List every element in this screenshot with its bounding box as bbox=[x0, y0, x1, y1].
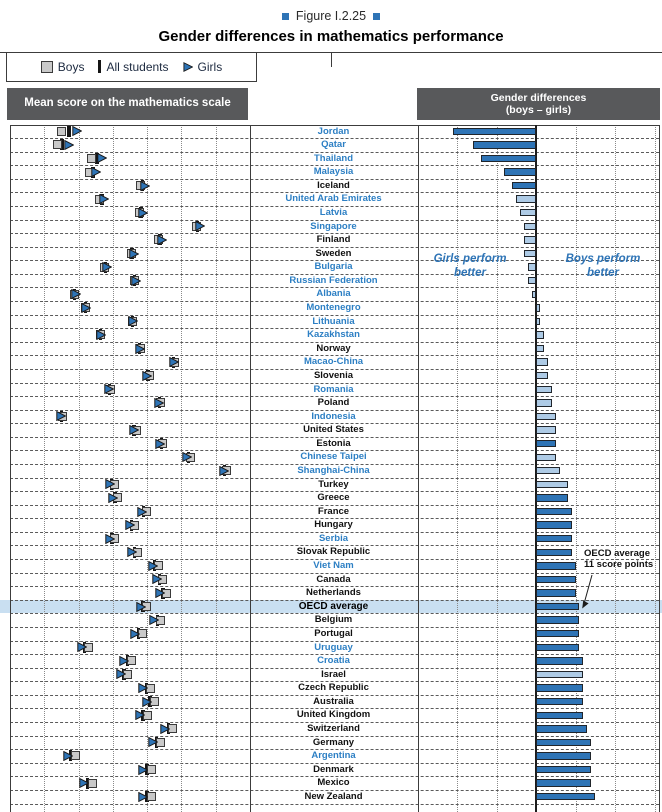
diff-bar bbox=[536, 576, 576, 583]
diff-bar bbox=[536, 562, 576, 569]
girls-marker bbox=[72, 126, 82, 136]
diff-bar bbox=[536, 684, 583, 691]
girls-marker bbox=[195, 221, 205, 231]
diff-bar bbox=[536, 589, 576, 596]
right-panel-header-line2: (boys – girls) bbox=[505, 104, 572, 116]
diff-bar bbox=[536, 413, 556, 420]
diff-bar bbox=[481, 155, 536, 162]
girls-marker bbox=[157, 235, 167, 245]
girls-marker bbox=[155, 439, 165, 449]
girls-marker bbox=[138, 208, 148, 218]
diff-bar bbox=[516, 195, 536, 202]
diff-bar bbox=[536, 793, 595, 800]
girls-marker bbox=[128, 316, 138, 326]
diff-bar bbox=[524, 236, 536, 243]
legend-boys-label: Boys bbox=[57, 59, 85, 74]
girls-marker bbox=[130, 629, 140, 639]
country-row-label: Sweden bbox=[315, 247, 352, 259]
girls-marker bbox=[127, 547, 137, 557]
diff-bar bbox=[536, 372, 548, 379]
girls-marker bbox=[99, 194, 109, 204]
girls-marker bbox=[102, 262, 112, 272]
diff-bar bbox=[504, 168, 536, 175]
diff-bar bbox=[536, 698, 583, 705]
legend-all-students-label: All students bbox=[106, 59, 169, 74]
diff-bar bbox=[524, 223, 536, 230]
oecd-note-line1: OECD average bbox=[584, 548, 651, 559]
girls-marker bbox=[149, 615, 159, 625]
diff-bar bbox=[536, 630, 579, 637]
diff-bar bbox=[536, 304, 540, 311]
country-row-label: Indonesia bbox=[311, 410, 356, 422]
diff-bar bbox=[536, 725, 587, 732]
girls-marker bbox=[148, 737, 158, 747]
diff-bar bbox=[536, 549, 572, 556]
boys-marker bbox=[53, 140, 62, 149]
girls-marker bbox=[154, 398, 164, 408]
girls-marker bbox=[108, 493, 118, 503]
girls-marker bbox=[160, 724, 170, 734]
panel-border bbox=[659, 125, 660, 812]
diff-bar bbox=[536, 657, 583, 664]
country-row-label: France bbox=[317, 505, 350, 517]
country-row-label: Turkey bbox=[318, 478, 349, 490]
diff-bar bbox=[536, 399, 552, 406]
girls-marker bbox=[129, 425, 139, 435]
country-row-label: Thailand bbox=[313, 152, 354, 164]
country-row-label: Russian Federation bbox=[289, 274, 378, 286]
country-row-label: Slovak Republic bbox=[296, 546, 371, 558]
country-row-label: Macao-China bbox=[303, 356, 364, 368]
country-row-label: United Arab Emirates bbox=[285, 193, 382, 205]
diff-bar bbox=[536, 752, 591, 759]
girls-marker bbox=[96, 330, 106, 340]
diff-bar bbox=[536, 779, 591, 786]
diff-bar bbox=[536, 386, 552, 393]
girls-marker bbox=[169, 357, 179, 367]
diff-bar bbox=[536, 481, 568, 488]
girls-marker bbox=[79, 778, 89, 788]
diff-bar bbox=[536, 318, 540, 325]
country-row-label: Viet Nam bbox=[313, 560, 354, 572]
country-row-label: Israel bbox=[321, 668, 346, 680]
country-row-label: Switzerland bbox=[307, 723, 360, 735]
girls-marker bbox=[71, 289, 81, 299]
girls-marker bbox=[81, 303, 91, 313]
country-row-label: Latvia bbox=[319, 206, 348, 218]
girls-marker bbox=[119, 656, 129, 666]
girls-marker bbox=[182, 452, 192, 462]
girls-marker bbox=[137, 507, 147, 517]
girls-marker bbox=[142, 697, 152, 707]
country-row-label: OECD average bbox=[298, 600, 369, 612]
country-row-label: Poland bbox=[317, 397, 350, 409]
diff-bar bbox=[536, 345, 544, 352]
diff-bar bbox=[536, 467, 560, 474]
country-row-label: United Kingdom bbox=[296, 709, 371, 721]
girls-marker bbox=[155, 588, 165, 598]
country-row-label: Canada bbox=[316, 573, 351, 585]
diff-bar bbox=[536, 616, 579, 623]
girls-marker bbox=[63, 751, 73, 761]
boys-marker bbox=[147, 765, 156, 774]
country-row-label: Chinese Taipei bbox=[300, 451, 367, 463]
girls-marker bbox=[140, 181, 150, 191]
girls-marker bbox=[64, 140, 74, 150]
diff-bar bbox=[536, 454, 556, 461]
girls-marker bbox=[136, 602, 146, 612]
diff-bar bbox=[536, 766, 591, 773]
row-separator bbox=[10, 804, 659, 805]
girls-marker bbox=[91, 167, 101, 177]
country-row-label: Germany bbox=[312, 736, 355, 748]
country-row-label: Greece bbox=[317, 492, 350, 504]
girls-marker bbox=[135, 344, 145, 354]
diff-bar bbox=[536, 508, 572, 515]
girls-marker bbox=[125, 520, 135, 530]
girls-marker bbox=[138, 683, 148, 693]
girls-marker bbox=[219, 466, 229, 476]
country-row-label: Czech Republic bbox=[298, 682, 369, 694]
right-panel-header-line1: Gender differences bbox=[490, 91, 587, 104]
girls-perform-better-annotation: Girls perform better bbox=[433, 253, 507, 279]
diff-bar bbox=[536, 603, 579, 610]
country-row-label: Shanghai-China bbox=[297, 465, 370, 476]
girls-marker bbox=[56, 411, 66, 421]
boys-marker bbox=[87, 154, 96, 163]
country-row-label: Bulgaria bbox=[314, 261, 353, 273]
diff-bar bbox=[532, 291, 536, 298]
girls-marker bbox=[129, 249, 139, 259]
country-row-label: Iceland bbox=[317, 179, 350, 191]
country-row-label: Australia bbox=[313, 695, 354, 707]
diff-bar bbox=[473, 141, 536, 148]
diff-bar bbox=[536, 535, 572, 542]
diff-bar bbox=[536, 671, 583, 678]
boys-marker bbox=[88, 779, 97, 788]
diff-bar bbox=[453, 128, 536, 135]
girls-marker bbox=[131, 276, 141, 286]
girls-marker bbox=[104, 384, 114, 394]
girls-marker bbox=[138, 792, 148, 802]
girls-marker bbox=[135, 710, 145, 720]
country-row-label: Croatia bbox=[317, 655, 350, 667]
diff-bar bbox=[536, 739, 591, 746]
country-row-label: Singapore bbox=[310, 220, 357, 232]
oecd-note-line2: 11 score points bbox=[584, 559, 654, 571]
girls-marker bbox=[97, 153, 107, 163]
country-row-label: New Zealand bbox=[304, 790, 363, 802]
diff-bar bbox=[512, 182, 536, 189]
country-row-label: Belgium bbox=[314, 614, 353, 626]
diff-bar bbox=[536, 440, 556, 447]
diff-bar bbox=[528, 277, 536, 284]
country-row-label: Qatar bbox=[321, 139, 346, 151]
country-row-label: Romania bbox=[313, 383, 354, 395]
diff-bar bbox=[524, 250, 536, 257]
diff-bar bbox=[536, 521, 572, 528]
diff-bar bbox=[536, 712, 583, 719]
country-row-label: United States bbox=[303, 424, 364, 436]
boys-marker bbox=[57, 127, 66, 136]
country-row-label: Kazakhstan bbox=[307, 329, 360, 341]
country-row-label: Netherlands bbox=[306, 587, 361, 599]
chart-title: Gender differences in mathematics performance bbox=[158, 28, 504, 45]
diff-bar bbox=[536, 644, 579, 651]
diff-bar bbox=[536, 494, 568, 501]
girls-marker bbox=[148, 561, 158, 571]
figure-number-text: Figure I.2.25 bbox=[295, 9, 367, 23]
diff-bar bbox=[520, 209, 536, 216]
country-row-label: Denmark bbox=[313, 763, 354, 775]
girls-marker bbox=[105, 479, 115, 489]
girls-marker bbox=[138, 765, 148, 775]
all-students-marker bbox=[67, 126, 70, 137]
panel-border bbox=[10, 125, 11, 812]
diff-bar bbox=[536, 358, 548, 365]
panel-border bbox=[418, 125, 419, 812]
left-panel-header-text: Mean score on the mathematics scale bbox=[24, 97, 231, 110]
country-row-label: Uruguay bbox=[314, 641, 353, 653]
girls-marker bbox=[105, 534, 115, 544]
diff-bar bbox=[536, 426, 556, 433]
country-row-label: Norway bbox=[316, 342, 351, 354]
oecd-average-note bbox=[584, 548, 653, 571]
country-row-label: Portugal bbox=[314, 627, 353, 639]
country-row-label: Argentina bbox=[311, 750, 356, 762]
country-row-label: Slovenia bbox=[313, 369, 354, 381]
legend-girls-label: Girls bbox=[197, 59, 223, 74]
girls-marker bbox=[142, 371, 152, 381]
country-row-label: Montenegro bbox=[306, 302, 361, 314]
diff-bar bbox=[536, 331, 544, 338]
country-row-label: Estonia bbox=[316, 437, 351, 449]
diff-bar bbox=[528, 263, 536, 270]
girls-marker bbox=[116, 669, 126, 679]
country-row-label: Mexico bbox=[317, 777, 350, 789]
country-row-label: Hungary bbox=[314, 519, 353, 531]
country-row-label: Lithuania bbox=[312, 315, 355, 327]
girls-marker bbox=[77, 642, 87, 652]
country-row-label: Serbia bbox=[318, 532, 349, 544]
country-row-label: Malaysia bbox=[313, 166, 354, 178]
boys-marker bbox=[147, 792, 156, 801]
country-row-label: Jordan bbox=[317, 125, 350, 137]
country-row-label: Albania bbox=[316, 288, 351, 300]
boys-perform-better-annotation: Boys perform better bbox=[565, 253, 641, 279]
country-row-label: Finland bbox=[316, 234, 351, 246]
girls-marker bbox=[152, 574, 162, 584]
